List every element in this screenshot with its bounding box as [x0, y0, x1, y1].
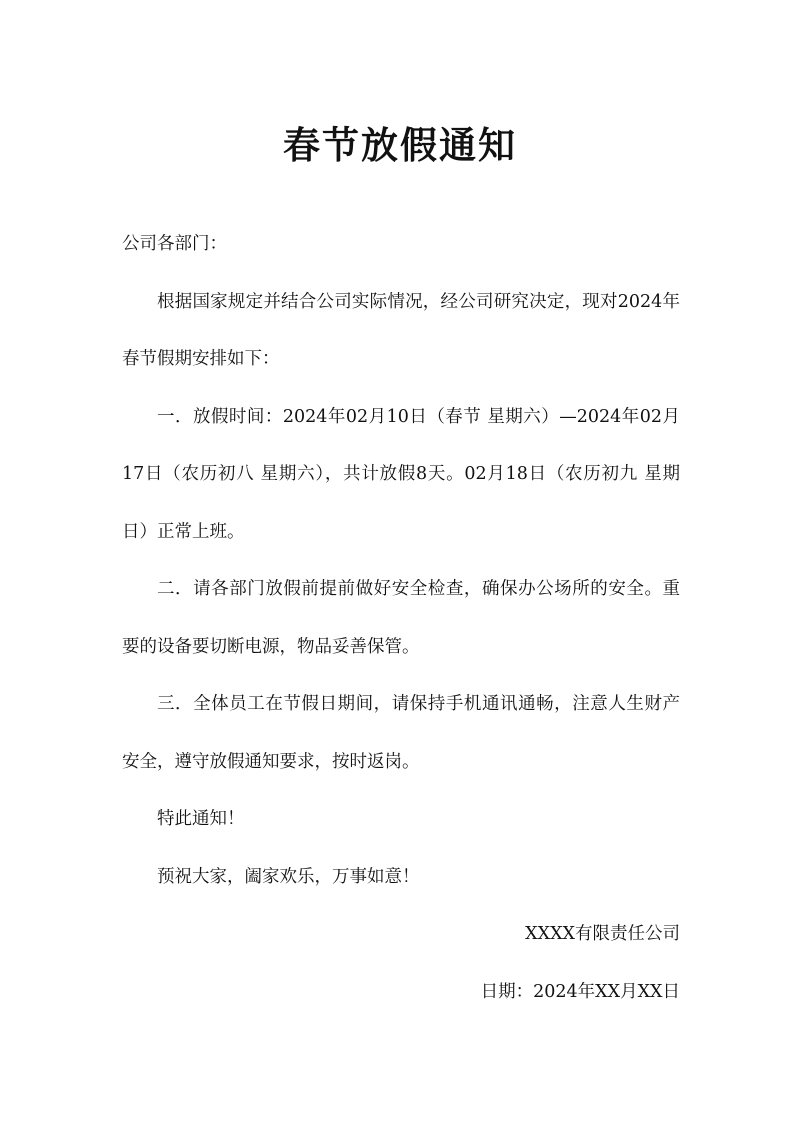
intro-paragraph: 根据国家规定并结合公司实际情况，经公司研究决定，现对2024年春节假期安排如下：: [122, 291, 680, 369]
document-title: 春节放假通知: [283, 123, 517, 167]
company-signature: XXXX有限责任公司: [525, 924, 680, 944]
salutation: 公司各部门：: [122, 234, 227, 254]
item-staff-notice: 三．全体员工在节假日期间，请保持手机通讯通畅，注意人生财产安全，遵守放假通知要求，按时返岗。: [122, 694, 680, 772]
item-holiday-time: 一．放假时间：2024年02月10日（春节 星期六）—2024年02月17日（农历初八 星期六），共计放假8天。02月18日（农历初九 星期日）正常上班。: [122, 406, 680, 542]
document-body: [122, 216, 680, 1021]
signature-date: 日期：2024年XX月XX日: [480, 981, 680, 1002]
item-safety-check: 二．请各部门放假前提前做好安全检查，确保办公场所的安全。重要的设备要切断电源，物品妥善保管。: [122, 579, 680, 657]
closing-line: 特此通知！: [157, 809, 245, 829]
wishes-line: 预祝大家，阖家欢乐，万事如意！: [157, 866, 420, 887]
